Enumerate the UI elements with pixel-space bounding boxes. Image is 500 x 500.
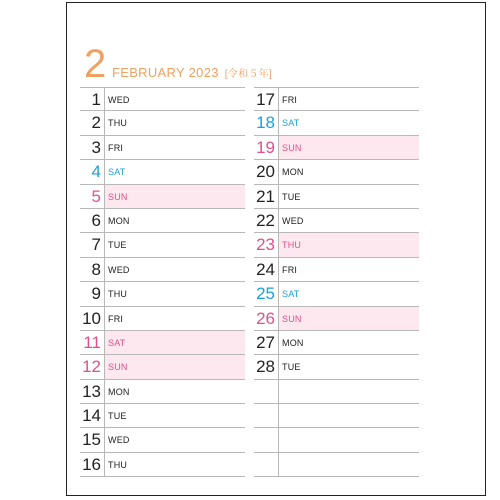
- day-number: 12: [82, 357, 101, 377]
- day-divider: [104, 380, 105, 403]
- day-number: 10: [82, 308, 101, 328]
- day-row: [80, 428, 245, 452]
- day-of-week: MON: [108, 215, 130, 226]
- day-divider: [278, 185, 279, 208]
- day-row: [80, 185, 245, 209]
- day-of-week: FRI: [282, 95, 298, 105]
- day-row: [254, 209, 419, 233]
- day-divider: [278, 404, 279, 427]
- day-number: [254, 404, 275, 427]
- day-number: 13: [82, 381, 101, 401]
- month-title: [112, 65, 272, 83]
- day-divider: [278, 233, 279, 256]
- day-number: 17: [256, 90, 275, 109]
- day-number: 14: [82, 406, 101, 426]
- day-of-week: FRI: [108, 313, 124, 324]
- day-of-week: FRI: [108, 142, 124, 153]
- day-divider: [104, 111, 105, 134]
- day-number: [254, 428, 275, 451]
- day-divider: [278, 331, 279, 354]
- day-divider: [104, 185, 105, 208]
- day-divider: [278, 136, 279, 159]
- day-number: [254, 453, 275, 476]
- day-row: [80, 209, 245, 233]
- day-of-week: TUE: [108, 240, 127, 251]
- day-divider: [104, 233, 105, 256]
- month-header: [80, 44, 410, 84]
- day-row: [80, 380, 245, 404]
- day-row: [254, 185, 419, 209]
- day-divider: [104, 428, 105, 451]
- day-row: [254, 87, 419, 111]
- day-number: 6: [91, 210, 101, 230]
- day-number: 24: [256, 259, 275, 279]
- day-divider: [104, 136, 105, 159]
- day-divider: [104, 453, 105, 476]
- day-of-week: WED: [108, 435, 130, 446]
- day-divider: [278, 380, 279, 403]
- day-divider: [104, 88, 105, 110]
- day-of-week: SAT: [282, 289, 300, 300]
- empty-day-row: [254, 428, 419, 452]
- day-divider: [104, 160, 105, 183]
- day-row: [80, 136, 245, 160]
- day-number: 7: [91, 235, 101, 255]
- day-divider: [278, 209, 279, 232]
- day-of-week: TUE: [282, 191, 301, 202]
- day-of-week: THU: [282, 240, 302, 251]
- day-divider: [104, 258, 105, 281]
- day-number: 3: [91, 137, 101, 157]
- day-divider: [278, 428, 279, 451]
- day-number: 11: [83, 332, 101, 352]
- day-row: [80, 258, 245, 282]
- day-row: [254, 160, 419, 184]
- day-of-week: WED: [282, 215, 304, 226]
- day-row: [80, 331, 245, 355]
- day-number: 27: [256, 332, 275, 352]
- month-number: 2: [84, 42, 107, 86]
- day-number: 5: [91, 186, 101, 206]
- year: 2023: [188, 65, 219, 80]
- japanese-era: [令和５年]: [224, 69, 273, 80]
- day-number: 18: [256, 113, 275, 133]
- day-divider: [104, 404, 105, 427]
- day-row: [254, 258, 419, 282]
- day-divider: [278, 111, 279, 134]
- day-number: [254, 380, 275, 403]
- holiday-highlight: [105, 331, 245, 354]
- day-row: [80, 111, 245, 135]
- day-row: [80, 233, 245, 257]
- month-name: FEBRUARY: [112, 65, 185, 80]
- day-of-week: THU: [108, 289, 128, 300]
- day-row: [254, 111, 419, 135]
- day-of-week: WED: [108, 264, 130, 275]
- day-number: 26: [256, 308, 275, 328]
- day-divider: [278, 88, 279, 110]
- day-divider: [278, 282, 279, 305]
- day-row: [80, 160, 245, 184]
- day-divider: [104, 331, 105, 354]
- day-number: 9: [91, 284, 101, 304]
- day-row: [254, 136, 419, 160]
- day-row: [80, 307, 245, 331]
- day-of-week: WED: [108, 95, 130, 105]
- day-divider: [104, 282, 105, 305]
- day-number: 16: [82, 454, 101, 474]
- day-of-week: SUN: [282, 313, 302, 324]
- day-divider: [278, 307, 279, 330]
- day-divider: [104, 209, 105, 232]
- day-number: 23: [256, 235, 275, 255]
- day-of-week: MON: [108, 386, 130, 397]
- day-row: [254, 355, 419, 379]
- day-number: 4: [91, 162, 101, 182]
- day-number: 2: [91, 113, 101, 133]
- day-number: 25: [256, 284, 275, 304]
- day-number: 15: [82, 430, 101, 450]
- day-row: [254, 233, 419, 257]
- day-divider: [278, 355, 279, 378]
- day-of-week: MON: [282, 167, 304, 178]
- day-of-week: SUN: [108, 362, 128, 373]
- day-of-week: SUN: [108, 191, 128, 202]
- day-of-week: FRI: [282, 264, 298, 275]
- day-number: 1: [91, 90, 101, 109]
- day-row: [80, 282, 245, 306]
- day-of-week: SUN: [282, 142, 302, 153]
- day-divider: [104, 355, 105, 378]
- day-number: 22: [256, 210, 275, 230]
- day-number: 20: [256, 162, 275, 182]
- day-divider: [278, 258, 279, 281]
- left-day-column: [80, 87, 245, 477]
- day-of-week: THU: [108, 459, 128, 470]
- day-row: [80, 453, 245, 477]
- day-of-week: SAT: [282, 118, 300, 129]
- empty-day-row: [254, 453, 419, 477]
- day-row: [254, 331, 419, 355]
- day-of-week: SAT: [108, 167, 126, 178]
- day-row: [80, 87, 245, 111]
- day-number: 8: [91, 259, 101, 279]
- day-row: [80, 355, 245, 379]
- day-of-week: THU: [108, 118, 128, 129]
- day-of-week: SAT: [108, 337, 126, 348]
- empty-day-row: [254, 380, 419, 404]
- day-of-week: TUE: [282, 362, 301, 373]
- day-row: [80, 404, 245, 428]
- right-day-column: [254, 87, 419, 477]
- empty-day-row: [254, 404, 419, 428]
- day-number: 28: [256, 357, 275, 377]
- day-row: [254, 307, 419, 331]
- day-divider: [278, 160, 279, 183]
- day-row: [254, 282, 419, 306]
- day-divider: [278, 453, 279, 476]
- day-of-week: MON: [282, 337, 304, 348]
- day-of-week: TUE: [108, 411, 127, 422]
- day-number: 19: [256, 137, 275, 157]
- day-number: 21: [256, 186, 275, 206]
- day-divider: [104, 307, 105, 330]
